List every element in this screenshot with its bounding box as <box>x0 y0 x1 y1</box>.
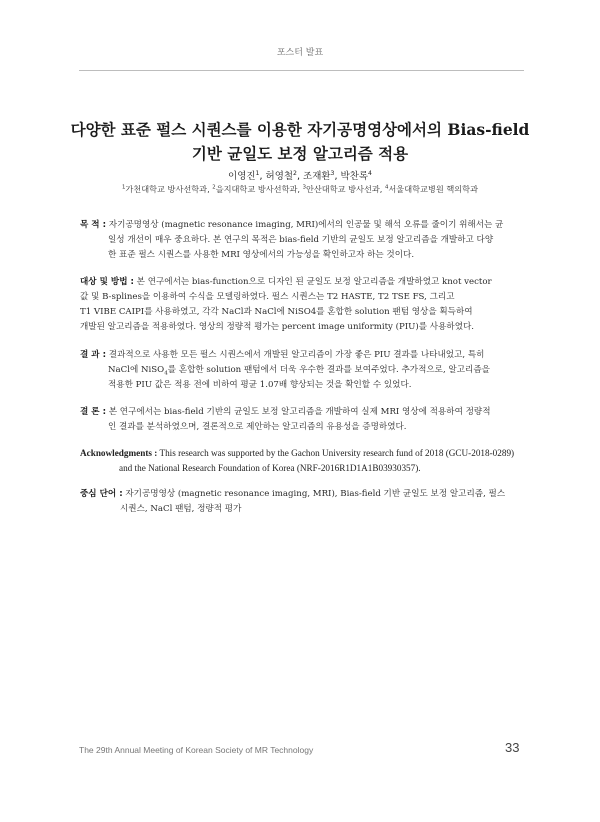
methods-text: 값 및 B-splines을 이용하여 수식을 모델링하였다. 펄스 시퀀스는 T2 HASTE, T2 TSE FS, 그리고 <box>80 292 455 302</box>
section-label: 대상 및 방법 : <box>80 277 134 287</box>
page-number: 33 <box>505 740 520 755</box>
section-label: Acknowledgments : <box>80 448 158 458</box>
author-sup: 2 <box>293 169 297 177</box>
purpose-section <box>80 218 530 263</box>
ack-text: This research was supported by the Gachon University research fund of 2018 (GCU-2018-0289) <box>159 448 515 458</box>
section-label: 결 론 : <box>80 407 107 417</box>
header-divider <box>79 70 524 71</box>
keywords-text: 시퀀스, NaCl 팬텀, 정량적 평가 <box>120 504 242 514</box>
title-line-1: 다양한 표준 펄스 시퀀스를 이용한 자기공명영상에서의 Bias-field <box>70 120 530 139</box>
methods-text: T1 VIBE CAIPI를 사용하였고, 각각 NaCl과 NaCl에 NiSO4를 혼합한 solution 팬텀 영상을 획득하여 <box>80 307 473 317</box>
affiliation: 서울대학교병원 핵의학과 <box>388 184 478 194</box>
results-text: NaCl에 NiSO$_4$를 혼합한 solution 팬텀에서 더욱 우수한 결과를 보여주었다. 추가적으로, 알고리즘을 <box>108 365 490 377</box>
results-text: 결과적으로 사용한 모든 펄스 시퀀스에서 개발된 알고리즘이 가장 좋은 PIU 결과를 나타내었고, 특히 <box>108 350 485 360</box>
affiliation: 안산대학교 방사선과, <box>305 184 383 194</box>
author-sup: 3 <box>330 169 335 177</box>
section-label: 목 적 : <box>80 220 107 230</box>
acknowledgments-section <box>80 446 530 476</box>
title-line-2: 기반 균일도 보정 알고리즘 적용 <box>191 144 409 163</box>
methods-text: 본 연구에서는 bias-function으로 디자인 된 균일도 보정 알고리즘을 개발하였고 knot vector <box>136 277 492 287</box>
purpose-text: 일성 개선이 매우 중요하다. 본 연구의 목적은 bias-field 기반의 균일도 보정 알고리즘을 개발하고 다양 <box>108 235 494 245</box>
author-name: 조재환 <box>303 171 331 182</box>
results-text: 적용한 PIU 값은 적용 전에 비하여 평균 1.07배 향상되는 것을 확인할 수 있었다. <box>108 380 412 390</box>
affil-sup: 1 <box>122 184 126 191</box>
affiliation: 가천대학교 방사선학과, <box>125 184 210 194</box>
keywords-text: 자기공명영상 (magnetic resonance imaging, MRI), Bias-field 기반 균일도 보정 알고리즘, 펄스 <box>125 489 506 499</box>
affil-sup: 2 <box>212 184 216 191</box>
author-list: 이영진$^1$, 허영철$^2$, 조재환$^3$, 박찬록$^4$ <box>228 169 372 182</box>
author-sup: 1 <box>255 169 260 177</box>
author-name: 이영진 <box>228 171 256 182</box>
section-label: 중심 단어 : <box>80 489 123 499</box>
keywords-section <box>80 487 530 517</box>
section-label: 결 과 : <box>80 350 107 360</box>
results-section <box>80 348 530 393</box>
ack-text: and the National Research Foundation of Korea (NRF-2016R1D1A1B03930357). <box>119 463 421 473</box>
purpose-text: 한 표준 펄스 시퀀스를 사용한 MRI 영상에서의 가능성을 확인하고자 하는 것이다. <box>108 250 415 260</box>
author-name: 허영철 <box>265 171 294 182</box>
affiliation-list <box>0 184 600 195</box>
methods-section <box>80 275 530 335</box>
conclusion-text: 본 연구에서는 bias-field 기반의 균일도 보정 알고리즘을 개발하여 실제 MRI 영상에 적용하여 정량적 <box>108 407 491 417</box>
affil-sup: 4 <box>384 184 389 191</box>
purpose-text: 자기공명영상 (magnetic resonance imaging, MRI)에서의 인공물 및 해석 오류를 줄이기 위해서는 균 <box>108 220 504 230</box>
conclusion-section <box>80 405 530 435</box>
author-sup: 4 <box>368 169 372 177</box>
running-header: 포스터 발표 <box>276 48 324 58</box>
affil-sup: 3 <box>302 184 306 191</box>
methods-text: 개발된 알고리즘을 적용하였다. 영상의 정량적 평가는 percent image uniformity (PIU)를 사용하였다. <box>80 322 475 332</box>
footer-meeting: The 29th Annual Meeting of Korean Society of MR Technology <box>79 745 314 755</box>
paper-title <box>60 118 540 166</box>
author-name: 박찬록 <box>340 171 369 182</box>
affiliation: 을지대학교 방사선학과, <box>215 184 300 194</box>
conclusion-text: 인 결과를 분석하였으며, 결론적으로 제안하는 알고리즘의 유용성을 증명하였다. <box>108 422 407 432</box>
